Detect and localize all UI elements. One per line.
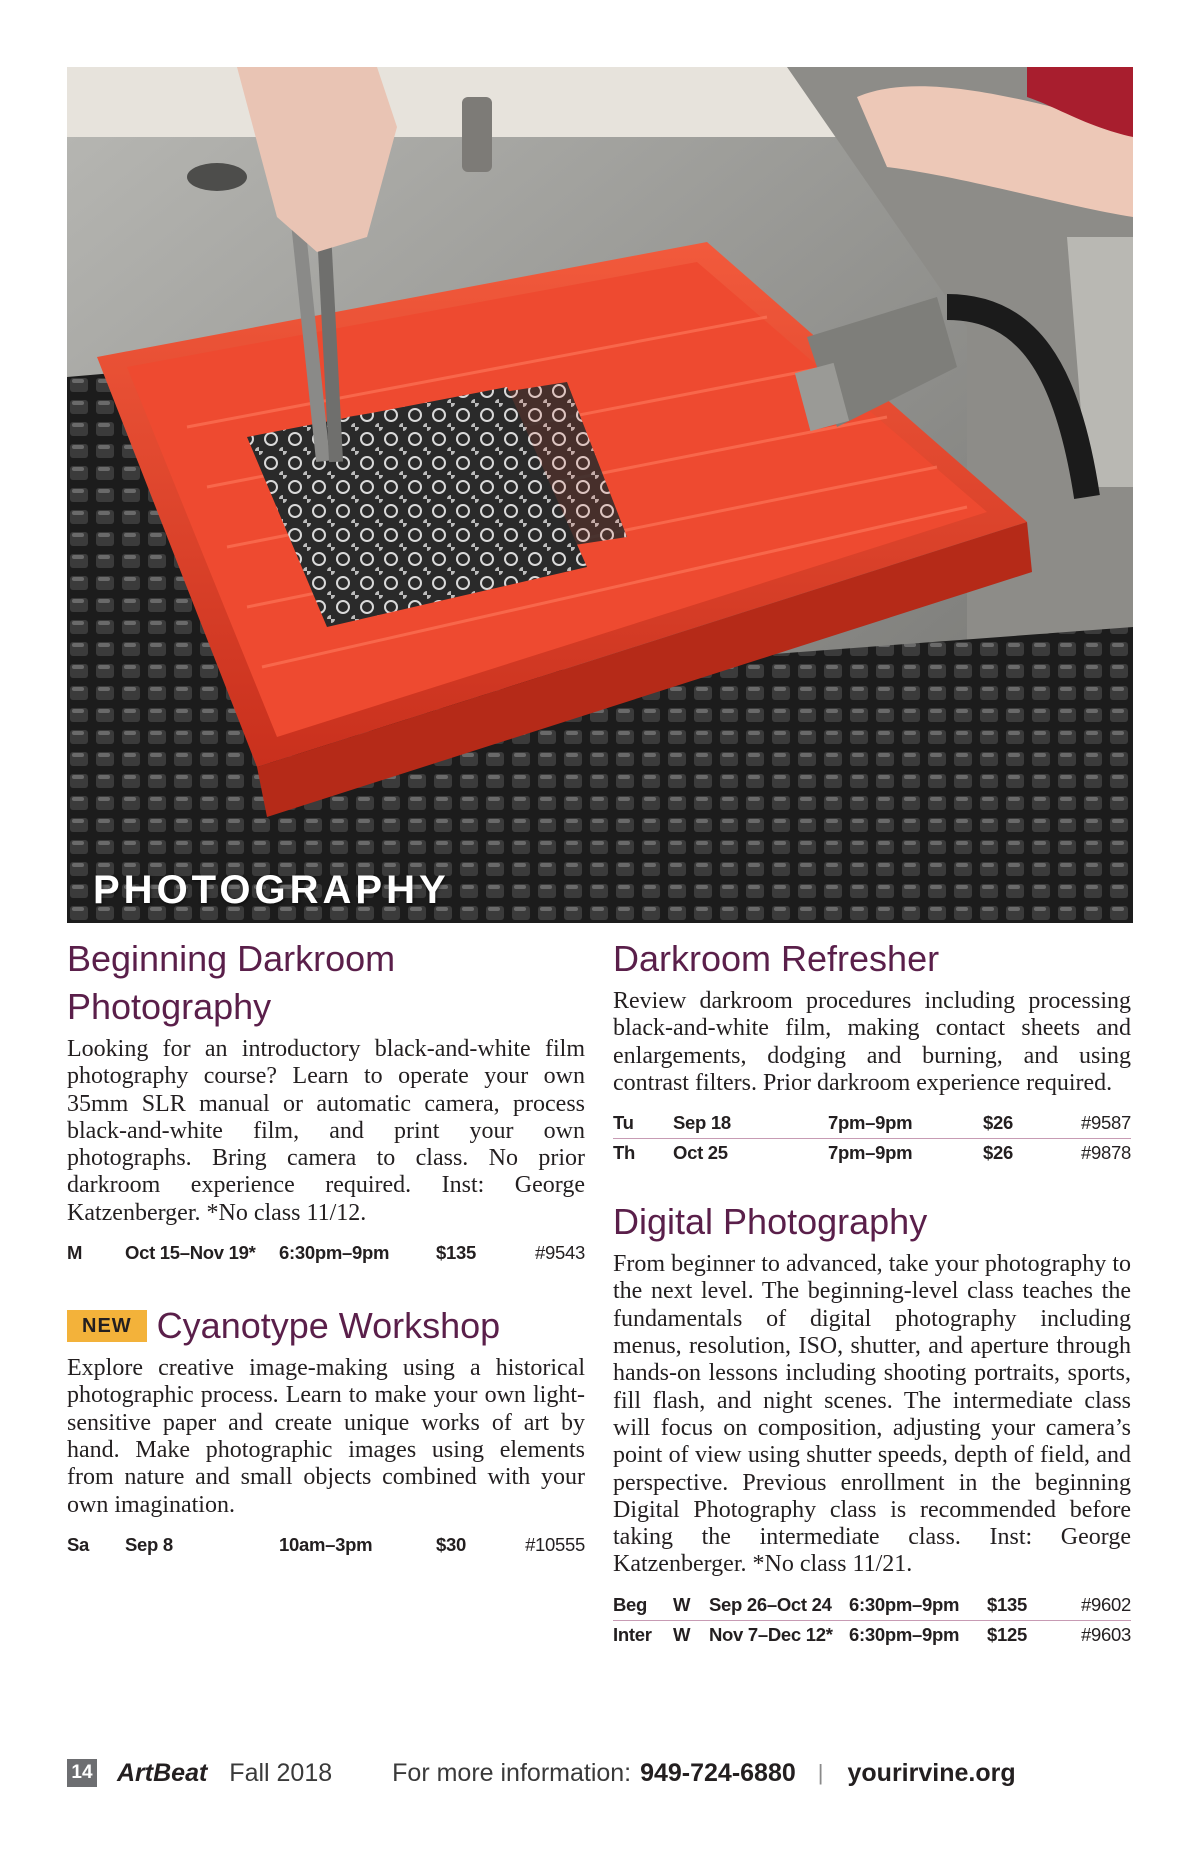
schedule-day: Th — [613, 1139, 673, 1169]
phone-number: 949-724-6880 — [640, 1758, 796, 1787]
course-title — [67, 935, 585, 1031]
schedule-fee: $135 — [436, 1242, 476, 1264]
course-digital-photography — [613, 1198, 1131, 1650]
course-title-line1: Beginning Darkroom — [67, 938, 396, 979]
schedule-time: 6:30pm–9pm — [849, 1593, 960, 1615]
right-column — [613, 935, 1131, 1676]
section-banner: PHOTOGRAPHY — [93, 868, 450, 912]
course-code: #9602 — [1081, 1593, 1131, 1615]
course-beginning-darkroom — [67, 935, 585, 1268]
course-title: Darkroom Refresher — [613, 938, 940, 979]
course-cyanotype — [67, 1302, 585, 1560]
schedule-time: 6:30pm–9pm — [279, 1242, 390, 1264]
course-description: Explore creative image-making using a historical photographic process. Learn to make your own light-sensitive paper and create unique works of art by hand. Make photographic images using elements from nature and small objects combined with your own imagination. — [67, 1355, 585, 1518]
course-code: #9543 — [535, 1242, 585, 1264]
schedule-table — [67, 1531, 585, 1560]
schedule-fee: $26 — [983, 1112, 1013, 1134]
schedule-table — [613, 1591, 1131, 1650]
course-title-line2: Photography — [67, 986, 272, 1027]
schedule-row — [67, 1239, 585, 1268]
hero-photo — [67, 67, 1133, 923]
course-title-row — [67, 1302, 585, 1350]
course-code: #10555 — [525, 1533, 585, 1555]
schedule-level: Beg — [613, 1593, 648, 1615]
course-description: From beginner to advanced, take your photography to the next level. The beginning-level class teaches the fundamentals of digital photography including menus, resolution, ISO, shutter, and aperture through hands-on lessons including shooting portraits, sports, fill flash, and night scenes. The intermediate class will focus on composition, adjusting your camera’s point of view using shutter speeds, depth of field, and perspective. Previous enrollment in the beginning Digital Photography class is recommended before taking the intermediate class. Inst: George Katzenberger. *No class 11/21. — [613, 1251, 1131, 1578]
schedule-day: M — [67, 1242, 83, 1264]
schedule-time: 7pm–9pm — [828, 1112, 913, 1134]
schedule-row — [613, 1109, 1131, 1139]
course-darkroom-refresher — [613, 935, 1131, 1168]
schedule-level: Inter — [613, 1620, 673, 1650]
schedule-dates: Sep 8 — [125, 1533, 173, 1555]
info-label: For more information: — [392, 1758, 632, 1787]
schedule-dates: Oct 15–Nov 19* — [125, 1242, 256, 1264]
schedule-day: Tu — [613, 1112, 634, 1134]
left-column — [67, 935, 585, 1586]
course-code: #9878 — [1038, 1139, 1131, 1169]
schedule-time: 10am–3pm — [279, 1533, 373, 1555]
publication-season: Fall 2018 — [229, 1758, 333, 1787]
schedule-time: 7pm–9pm — [828, 1139, 983, 1169]
page-number: 14 — [67, 1759, 97, 1787]
new-badge: NEW — [67, 1310, 147, 1342]
schedule-table — [67, 1239, 585, 1268]
course-title: Digital Photography — [613, 1201, 928, 1243]
course-title: Cyanotype Workshop — [156, 1305, 501, 1347]
schedule-fee: $135 — [987, 1593, 1027, 1615]
course-description: Looking for an introductory black-and-white film photography course? Learn to operate your own 35mm SLR manual or automatic camera, process black-and-white film, and print your own photographs. Bring camera to class. No prior darkroom experience required. Inst: George Katzenberger. *No class 11/12. — [67, 1036, 585, 1226]
schedule-dates: Sep 18 — [673, 1112, 731, 1134]
schedule-table — [613, 1109, 1131, 1168]
schedule-row — [613, 1620, 1131, 1650]
schedule-day: W — [673, 1593, 691, 1615]
schedule-fee: $26 — [983, 1139, 1038, 1169]
publication-name: ArtBeat — [117, 1758, 208, 1787]
schedule-day: W — [673, 1620, 709, 1650]
course-description: Review darkroom procedures including processing black-and-white film, making contact sheets and enlargements, dodging and burning, and using contrast filters. Prior darkroom experience required. — [613, 988, 1131, 1096]
schedule-row — [67, 1531, 585, 1560]
schedule-dates: Sep 26–Oct 24 — [709, 1593, 832, 1615]
schedule-dates: Nov 7–Dec 12* — [709, 1620, 849, 1650]
schedule-day: Sa — [67, 1533, 90, 1555]
schedule-fee: $30 — [436, 1533, 466, 1555]
footer-divider: | — [817, 1760, 824, 1785]
website-link[interactable]: yourirvine.org — [847, 1758, 1016, 1787]
schedule-dates: Oct 25 — [673, 1139, 828, 1169]
schedule-time: 6:30pm–9pm — [849, 1620, 987, 1650]
page-footer — [67, 1756, 1133, 1790]
course-code: #9587 — [1081, 1112, 1131, 1134]
darkroom-tray-illustration — [67, 67, 1133, 923]
course-code: #9603 — [1051, 1620, 1131, 1650]
schedule-fee: $125 — [987, 1620, 1051, 1650]
schedule-row — [613, 1139, 1131, 1169]
schedule-row — [613, 1591, 1131, 1621]
